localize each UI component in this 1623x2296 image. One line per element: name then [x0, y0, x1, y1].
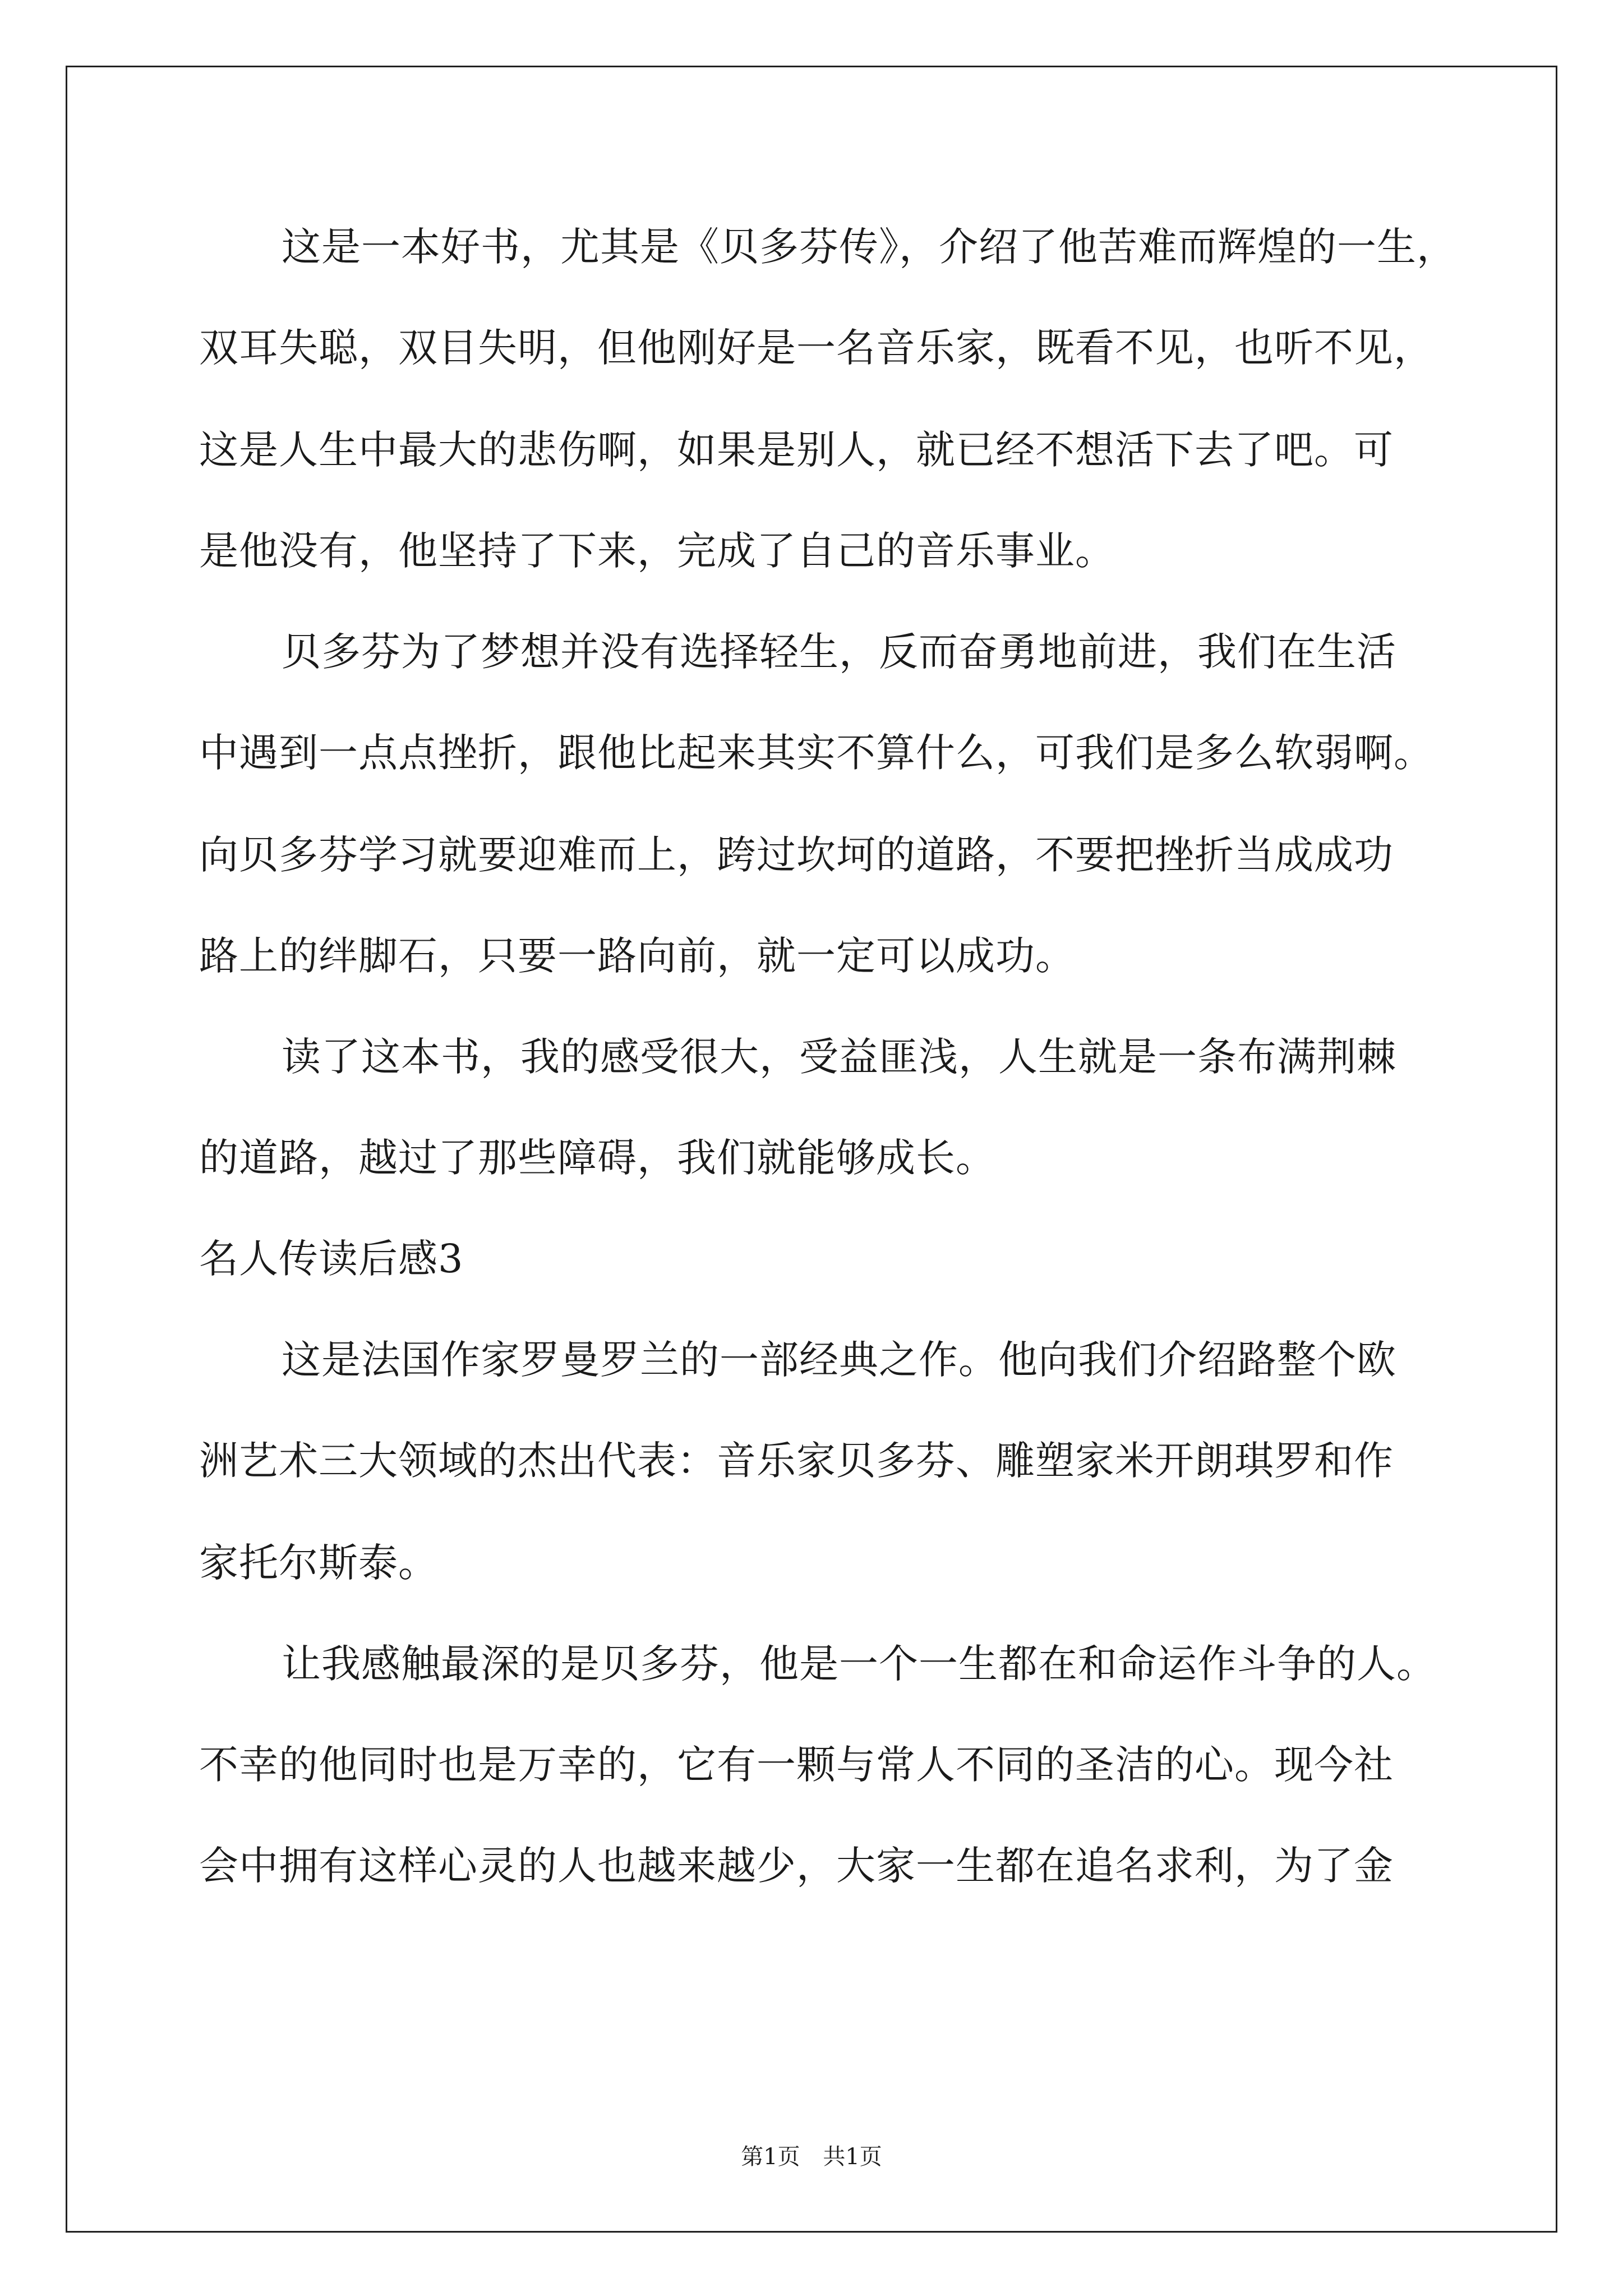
page-footer: [0, 2143, 1623, 2171]
paragraph-4-line-1: 这是法国作家罗曼罗兰的一部经典之作。他向我们介绍路整个欧: [282, 1337, 1396, 1383]
paragraph-2-line-3: 向贝多芬学习就要迎难而上，跨过坎坷的道路，不要把挫折当成成功: [199, 832, 1394, 878]
paragraph-1-line-3: 这是人生中最大的悲伤啊，如果是别人，就已经不想活下去了吧。可: [199, 427, 1394, 473]
paragraph-4-line-2: 洲艺术三大领域的杰出代表：音乐家贝多芬、雕塑家米开朗琪罗和作: [199, 1438, 1394, 1484]
paragraph-3-line-1: 读了这本书，我的感受很大，受益匪浅，人生就是一条布满荆棘: [282, 1034, 1396, 1080]
paragraph-1-line-4: 是他没有，他坚持了下来，完成了自己的音乐事业。: [199, 528, 1115, 574]
paragraph-1-line-1: 这是一本好书，尤其是《贝多芬传》，介绍了他苦难而辉煌的一生，: [282, 224, 1456, 270]
paragraph-5-line-3: 会中拥有这样心灵的人也越来越少，大家一生都在追名求利，为了金: [199, 1843, 1394, 1889]
paragraph-4-line-3: 家托尔斯泰。: [199, 1540, 438, 1586]
paragraph-5-line-2: 不幸的他同时也是万幸的，它有一颗与常人不同的圣洁的心。现今社: [199, 1742, 1394, 1788]
section-heading: 名人传读后感3: [199, 1236, 464, 1282]
paragraph-2-line-4: 路上的绊脚石，只要一路向前，就一定可以成功。: [199, 933, 1075, 979]
paragraph-2-line-2: 中遇到一点点挫折，跟他比起来其实不算什么，可我们是多么软弱啊。: [199, 730, 1433, 776]
paragraph-1-line-2: 双耳失聪，双目失明，但他刚好是一名音乐家，既看不见，也听不见，: [199, 325, 1433, 371]
page-number: 第1页: [741, 2144, 800, 2170]
paragraph-3-line-2: 的道路，越过了那些障碍，我们就能够成长。: [199, 1135, 995, 1181]
paragraph-2-line-1: 贝多芬为了梦想并没有选择轻生，反而奋勇地前进，我们在生活: [282, 629, 1396, 675]
paragraph-5-line-1: 让我感触最深的是贝多芬，他是一个一生都在和命运作斗争的人。: [282, 1641, 1436, 1687]
total-pages: 共1页: [823, 2144, 882, 2170]
